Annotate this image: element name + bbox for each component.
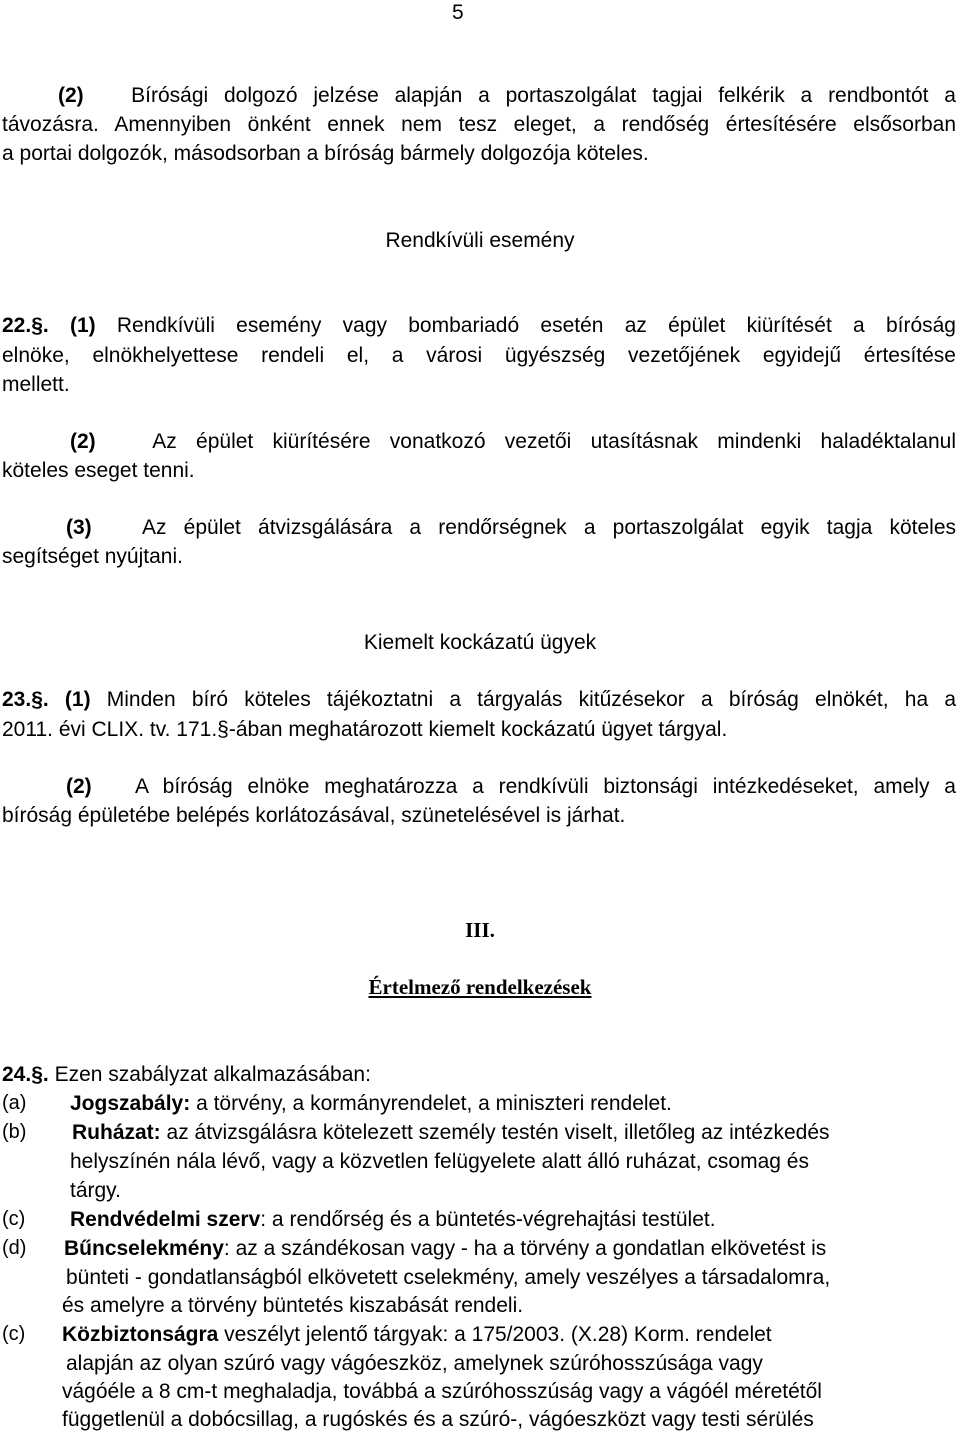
- chapter-title-text: Értelmező rendelkezések: [368, 975, 592, 999]
- definition-term: Rendvédelmi szerv: [70, 1208, 261, 1231]
- definition-b-line-3: tárgy.: [70, 1179, 121, 1202]
- definition-e-line-1: [62, 1320, 772, 1349]
- section-23-p1-line-2: 2011. évi CLIX. tv. 171.§-ában meghatározott kiemelt kockázatú ügyet tárgyal.: [2, 718, 728, 741]
- definition-b-line-1: [72, 1118, 830, 1147]
- definition-c: [70, 1205, 716, 1234]
- paragraph-text: Az épület átvizsgálására a rendőrségnek a portaszolgálat egyik tagja köteles: [142, 516, 956, 539]
- definition-text: a törvény, a kormányrendelet, a miniszteri rendelet.: [196, 1092, 672, 1115]
- chapter-title: [0, 973, 960, 1002]
- definition-text: : a rendőrség és a büntetés-végrehajtási testület.: [260, 1208, 716, 1231]
- definition-term: Jogszabály:: [70, 1092, 191, 1115]
- section-22-p3-line-2: segítséget nyújtani.: [2, 545, 183, 568]
- paragraph-text: Bírósági dolgozó jelzése alapján a portaszolgálat tagjai felkérik a rendbontót a: [131, 84, 956, 107]
- section-23-p2-line-2: bíróság épületébe belépés korlátozásával, szünetelésével is járhat.: [2, 804, 626, 827]
- section-number: 23.§.: [2, 688, 49, 711]
- definition-text: veszélyt jelentő tárgyak: a 175/2003. (X.28) Korm. rendelet: [218, 1323, 772, 1346]
- paragraph-text: A bíróság elnöke meghatározza a rendkívüli biztonsági intézkedéseket, amely a: [134, 775, 956, 798]
- page-number: 5: [452, 1, 464, 24]
- paragraph-number: (2): [66, 775, 92, 798]
- definition-term: Ruházat:: [72, 1121, 161, 1144]
- definition-term: Közbiztonságra: [62, 1323, 219, 1346]
- definition-letter: (c): [2, 1323, 26, 1345]
- definition-term: Bűncselekmény: [64, 1237, 224, 1260]
- definition-d-line-1: [64, 1234, 826, 1263]
- paragraph-text: Rendkívüli esemény vagy bombariadó esetén az épület kiürítését a bíróság: [116, 314, 956, 337]
- definition-a: [70, 1089, 672, 1118]
- definition-e-line-4: függetlenül a dobócsillag, a rugóskés és a szúró-, vágóeszközt vagy testi sérülés: [62, 1408, 814, 1431]
- definition-letter: (c): [2, 1208, 26, 1230]
- paragraph-number: (2): [58, 84, 84, 107]
- definition-e-line-2: alapján az olyan szúró vagy vágóeszköz, amelynek szúróhosszúsága vagy: [66, 1352, 763, 1375]
- definition-letter: (d): [2, 1237, 27, 1259]
- paragraph-text: távozásra. Amennyiben önként ennek nem tesz eleget, a rendőség értesítésére elsősorban: [2, 113, 956, 136]
- section-22-p1-line-3: mellett.: [2, 373, 70, 396]
- section-22-p1-line-2: [2, 341, 956, 399]
- definition-letter: (a): [2, 1092, 27, 1114]
- section-heading-kiemelt: Kiemelt kockázatú ügyek: [363, 631, 597, 654]
- definition-text: : az a szándékosan vagy - ha a törvény a gondatlan elkövetést is: [223, 1237, 827, 1260]
- paragraph-number: (3): [66, 516, 92, 539]
- chapter-number: III.: [465, 918, 495, 942]
- section-22-p2-line-2: köteles eseget tenni.: [2, 459, 195, 482]
- definition-b-line-2: helyszínén nála lévő, vagy a közvetlen felügyelete alatt álló ruházat, csomag és: [70, 1150, 809, 1173]
- section-heading-rendkivuli: Rendkívüli esemény: [385, 229, 575, 252]
- section-24-intro: [2, 1060, 371, 1089]
- definition-d-line-3: és amelyre a törvény büntetés kiszabását rendeli.: [62, 1294, 524, 1317]
- paragraph-2-line-3: a portai dolgozók, másodsorban a bíróság bármely dolgozója köteles.: [2, 142, 649, 165]
- paragraph-text: Az épület kiürítésére vonatkozó vezetői utasításnak mindenki haladéktalanul: [152, 430, 956, 453]
- section-number: 22.§.: [2, 314, 49, 337]
- definition-text: az átvizsgálásra kötelezett személy testén viselt, illetőleg az intézkedés: [166, 1121, 830, 1144]
- section-number: 24.§.: [2, 1063, 49, 1086]
- paragraph-number: (1): [64, 688, 91, 711]
- definition-letter: (b): [2, 1121, 27, 1143]
- definition-e-line-3: vágóéle a 8 cm-t meghaladja, továbbá a szúróhosszúság vagy a vágóél méretétől: [62, 1380, 822, 1403]
- definition-d-line-2: bünteti - gondatlanságból elkövetett cselekmény, amely veszélyes a társadalomra,: [66, 1266, 831, 1289]
- paragraph-number: (2): [70, 430, 96, 453]
- paragraph-number: (1): [69, 314, 96, 337]
- paragraph-text: elnöke, elnökhelyettese rendeli el, a városi ügyészség vezetőjének egyidejű értesítése: [2, 344, 956, 367]
- paragraph-text: Ezen szabályzat alkalmazásában:: [54, 1063, 371, 1086]
- paragraph-text: Minden bíró köteles tájékoztatni a tárgyalás kitűzésekor a bíróság elnökét, ha a: [106, 688, 956, 711]
